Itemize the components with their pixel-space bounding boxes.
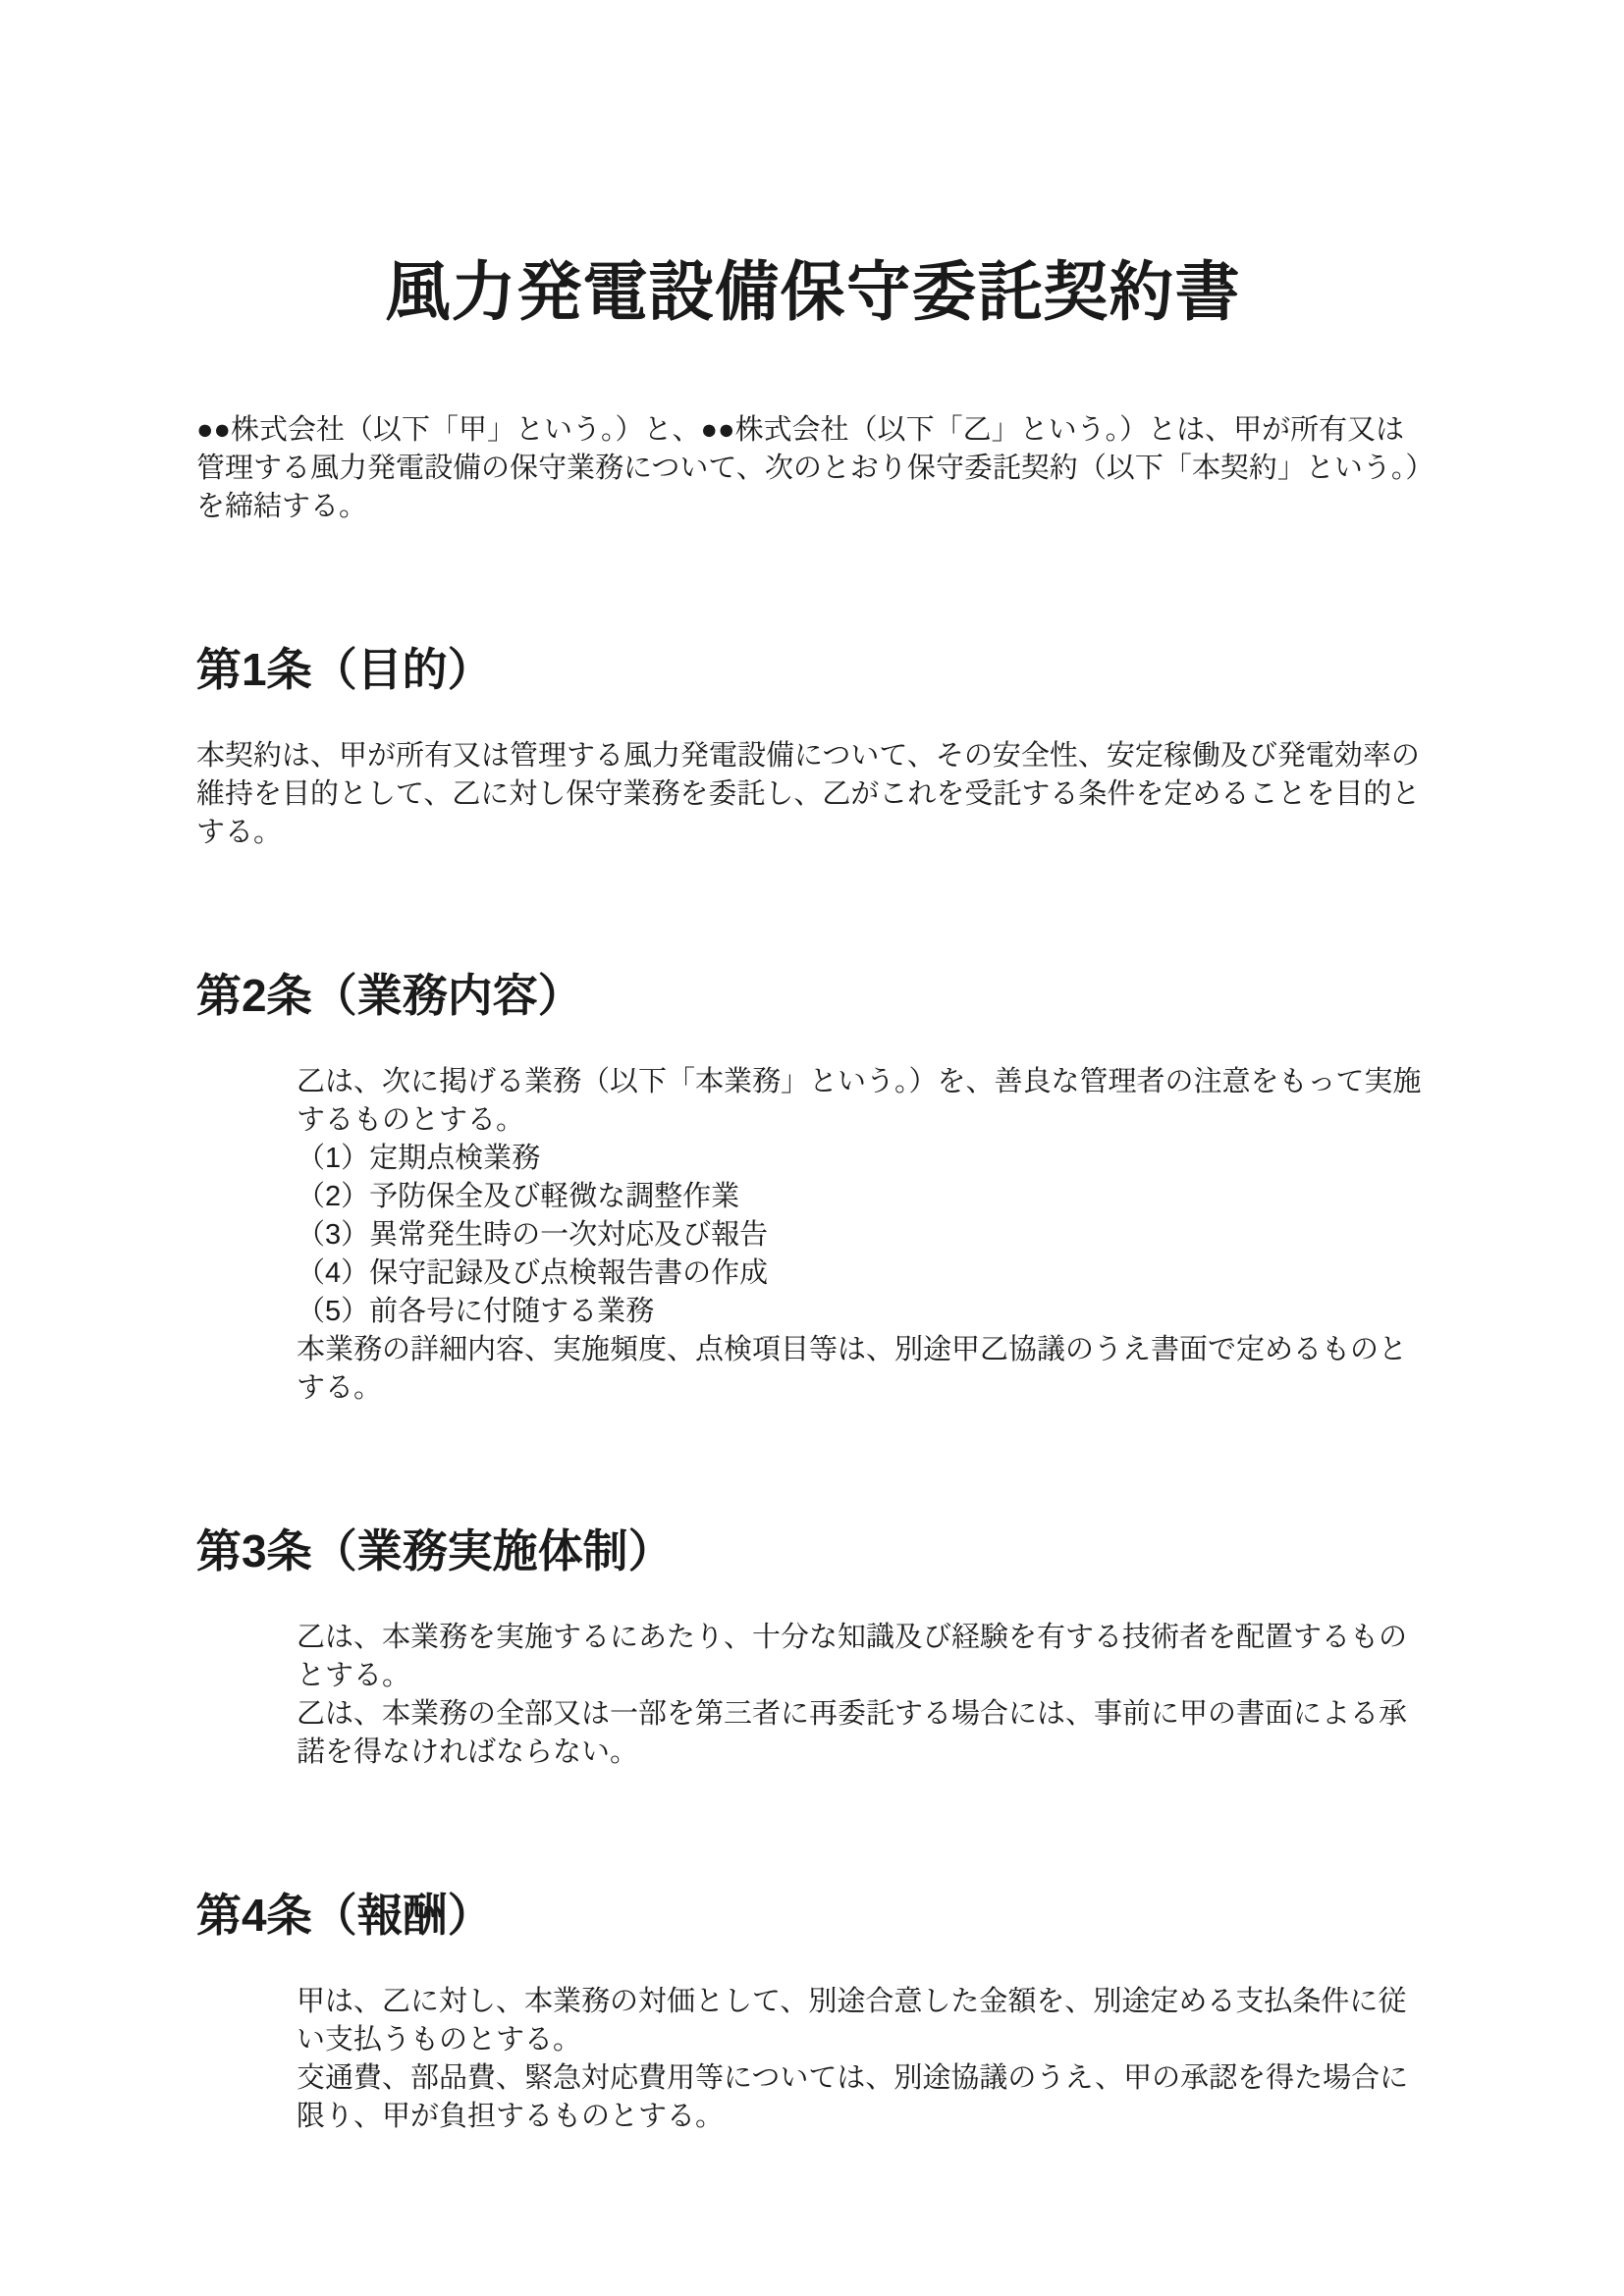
article-1-heading: 第1条（目的） [196, 643, 493, 695]
article-2-scope-of-work [196, 965, 1430, 1408]
list-item-1: （1）定期点検業務 [297, 1142, 541, 1174]
preamble-paragraph: ●●株式会社（以下「甲」という。）と、●●株式会社（以下「乙」という。）とは、甲が所有又は管理する風力発電設備の保守業務について、次のとおり保守委託契約（以下「本契約」という。）を締結する。 [196, 413, 1420, 522]
list-item-4: （4）保守記録及び点検報告書の作成 [297, 1256, 769, 1289]
article-4-paragraph-1: 甲は、乙に対し、本業務の対価として、別途合意した金額を、別途定める支払条件に従い支払うものとする。 [297, 1985, 1407, 2056]
article-1-body [196, 737, 1430, 852]
article-2-body [297, 1063, 1430, 1408]
article-3-body [297, 1619, 1430, 1772]
scope-of-work-list [297, 1140, 1430, 1331]
article-4-body [297, 1983, 1430, 2136]
list-item-3: （3）異常発生時の一次対応及び報告 [297, 1218, 769, 1251]
article-3-heading: 第3条（業務実施体制） [196, 1524, 674, 1576]
article-4-heading: 第4条（報酬） [196, 1889, 493, 1941]
article-3-implementation-structure [196, 1521, 1430, 1772]
list-item-5: （5）前各号に付随する業務 [297, 1295, 655, 1327]
article-3-paragraph-2: 乙は、本業務の全部又は一部を第三者に再委託する場合には、事前に甲の書面による承諾を得なければならない。 [297, 1697, 1408, 1768]
article-2-paragraph-1: 乙は、次に掲げる業務（以下「本業務」という。）を、善良な管理者の注意をもって実施するものとする。 [297, 1065, 1422, 1136]
article-3-paragraph-1: 乙は、本業務を実施するにあたり、十分な知識及び経験を有する技術者を配置するものとする。 [297, 1621, 1408, 1691]
article-4-paragraph-2: 交通費、部品費、緊急対応費用等については、別途協議のうえ、甲の承認を得た場合に限り、甲が負担するものとする。 [297, 2061, 1409, 2132]
article-1-paragraph-1: 本契約は、甲が所有又は管理する風力発電設備について、その安全性、安定稼働及び発電効率の維持を目的として、乙に対し保守業務を委託し、乙がこれを受託する条件を定めることを目的とする。 [196, 739, 1421, 848]
document-title: 風力発電設備保守委託契約書 [385, 255, 1241, 328]
article-2-closing-paragraph: 本業務の詳細内容、実施頻度、点検項目等は、別途甲乙協議のうえ書面で定めるものとする。 [297, 1333, 1408, 1404]
article-1-purpose [196, 639, 1430, 852]
list-item-2: （2）予防保全及び軽微な調整作業 [297, 1180, 740, 1212]
article-2-heading: 第2条（業務内容） [196, 969, 583, 1021]
article-4-remuneration [196, 1885, 1430, 2136]
